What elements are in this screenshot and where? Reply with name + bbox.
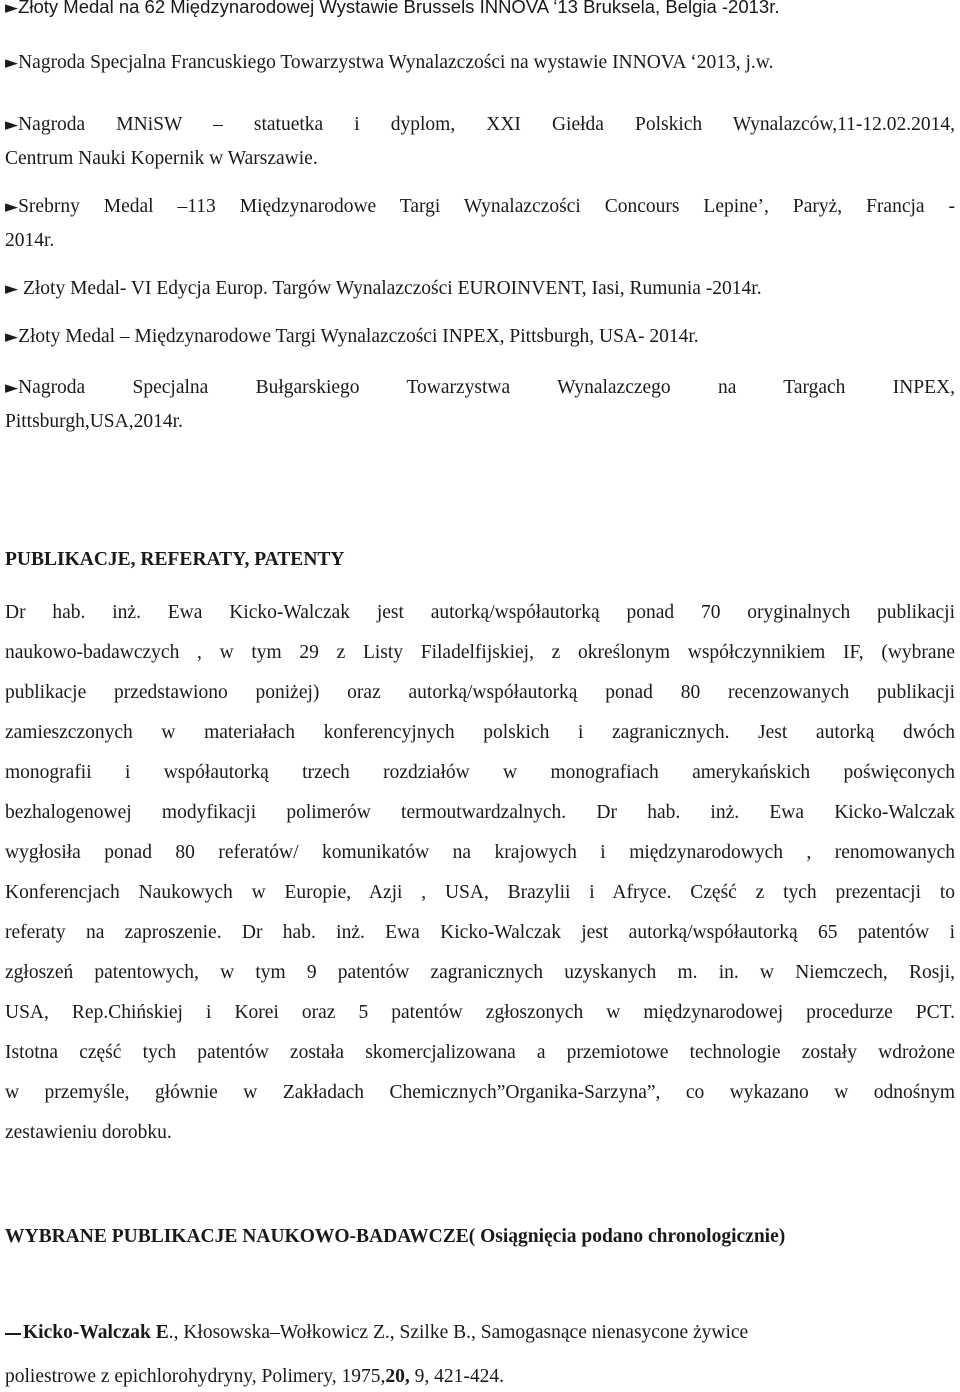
paragraph-line: publikacje przedstawiono poniżej) oraz autorką/współautorką ponad 80 recenzowanych publikacji	[5, 682, 955, 703]
dash-marker-icon	[5, 1333, 21, 1335]
section-heading: WYBRANE PUBLIKACJE NAUKOWO-BADAWCZE( Osiągnięcia podano chronologicznie)	[5, 1226, 786, 1247]
reference-continuation	[5, 1364, 955, 1390]
paragraph-line: Istotna część tych patentów została skomercjalizowana a przemiotowe technologie zostały wdrożone	[5, 1042, 955, 1063]
award-item	[5, 194, 955, 220]
award-text: Nagroda MNiSW – statuetka i dyplom, XXI Giełda Polskich Wynalazców,11-12.02.2014,	[18, 114, 955, 135]
award-text: Złoty Medal na 62 Międzynarodowej Wystawie Brussels INNOVA ‘13 Bruksela, Belgia -2013r.	[18, 0, 780, 17]
award-text: Nagroda Specjalna Francuskiego Towarzystwa Wynalazczości na wystawie INNOVA ‘2013, j.w.	[18, 52, 774, 73]
award-text: Złoty Medal – Międzynarodowe Targi Wynalazczości INPEX, Pittsburgh, USA- 2014r.	[18, 326, 699, 347]
triangle-bullet-icon: ►	[5, 279, 19, 299]
reference-text: ., Kłosowska–Wołkowicz Z., Szilke B., Samogasnące nienasycone żywice	[168, 1322, 749, 1343]
award-item	[5, 276, 955, 302]
award-item	[5, 324, 955, 350]
triangle-bullet-icon: ►	[5, 197, 19, 217]
award-item	[5, 375, 955, 401]
reference-author: Kicko-Walczak E	[23, 1322, 169, 1343]
paragraph-line: monografii i współautorką trzech rozdziałów w monografiach amerykańskich poświęconych	[5, 762, 955, 783]
triangle-bullet-icon: ►	[5, 0, 19, 18]
triangle-bullet-icon: ►	[5, 115, 19, 135]
paragraph-line: zgłoszeń patentowych, w tym 9 patentów zagranicznych uzyskanych m. in. w Niemczech, Rosji,	[5, 962, 955, 983]
paragraph-line: USA, Rep.Chińskiej i Korei oraz 5 patentów zgłoszonych w międzynarodowej procedurze PCT.	[5, 1002, 955, 1023]
reference-pages: 9, 421-424.	[409, 1366, 504, 1387]
reference-volume: 20,	[385, 1366, 410, 1387]
triangle-bullet-icon: ►	[5, 378, 19, 398]
paragraph-line: Konferencjach Naukowych w Europie, Azji , USA, Brazylii i Afryce. Część z tych prezentacji to	[5, 882, 955, 903]
award-text: Srebrny Medal –113 Międzynarodowe Targi Wynalazczości Concours Lepine’, Paryż, Francja -	[18, 196, 955, 217]
reference-item	[5, 1320, 955, 1346]
award-text-continuation: Pittsburgh,USA,2014r.	[5, 411, 183, 432]
paragraph-line: wygłosiła ponad 80 referatów/ komunikatów na krajowych i międzynarodowych , renomowanych	[5, 842, 955, 863]
award-text-continuation: 2014r.	[5, 230, 55, 251]
award-text: Złoty Medal- VI Edycja Europ. Targów Wynalazczości EUROINVENT, Iasi, Rumunia -2014r.	[18, 278, 762, 299]
paragraph-line: referaty na zaproszenie. Dr hab. inż. Ewa Kicko-Walczak jest autorką/współautorką 65 patentów i	[5, 922, 955, 943]
award-item	[5, 0, 955, 21]
triangle-bullet-icon: ►	[5, 327, 19, 347]
paragraph-line: w przemyśle, głównie w Zakładach Chemicznych”Organika-Sarzyna”, co wykazano w odnośnym	[5, 1082, 955, 1103]
award-text: Nagroda Specjalna Bułgarskiego Towarzystwa Wynalazczego na Targach INPEX,	[18, 377, 955, 398]
award-item	[5, 50, 955, 76]
paragraph-line: naukowo-badawczych , w tym 29 z Listy Filadelfijskiej, z określonym współczynnikiem IF, (wybrane	[5, 642, 955, 663]
triangle-bullet-icon: ►	[5, 53, 19, 73]
award-item	[5, 112, 955, 138]
paragraph-line: zamieszczonych w materiałach konferencyjnych polskich i zagranicznych. Jest autorką dwóch	[5, 722, 955, 743]
paragraph-line: bezhalogenowej modyfikacji polimerów termoutwardzalnych. Dr hab. inż. Ewa Kicko-Walczak	[5, 802, 955, 823]
reference-text: poliestrowe z epichlorohydryny, Polimery, 1975,	[5, 1366, 386, 1387]
section-heading: PUBLIKACJE, REFERATY, PATENTY	[5, 549, 345, 570]
paragraph-line: zestawieniu dorobku.	[5, 1122, 172, 1143]
award-text-continuation: Centrum Nauki Kopernik w Warszawie.	[5, 148, 318, 169]
paragraph-line: Dr hab. inż. Ewa Kicko-Walczak jest autorką/współautorką ponad 70 oryginalnych publikacji	[5, 602, 955, 623]
